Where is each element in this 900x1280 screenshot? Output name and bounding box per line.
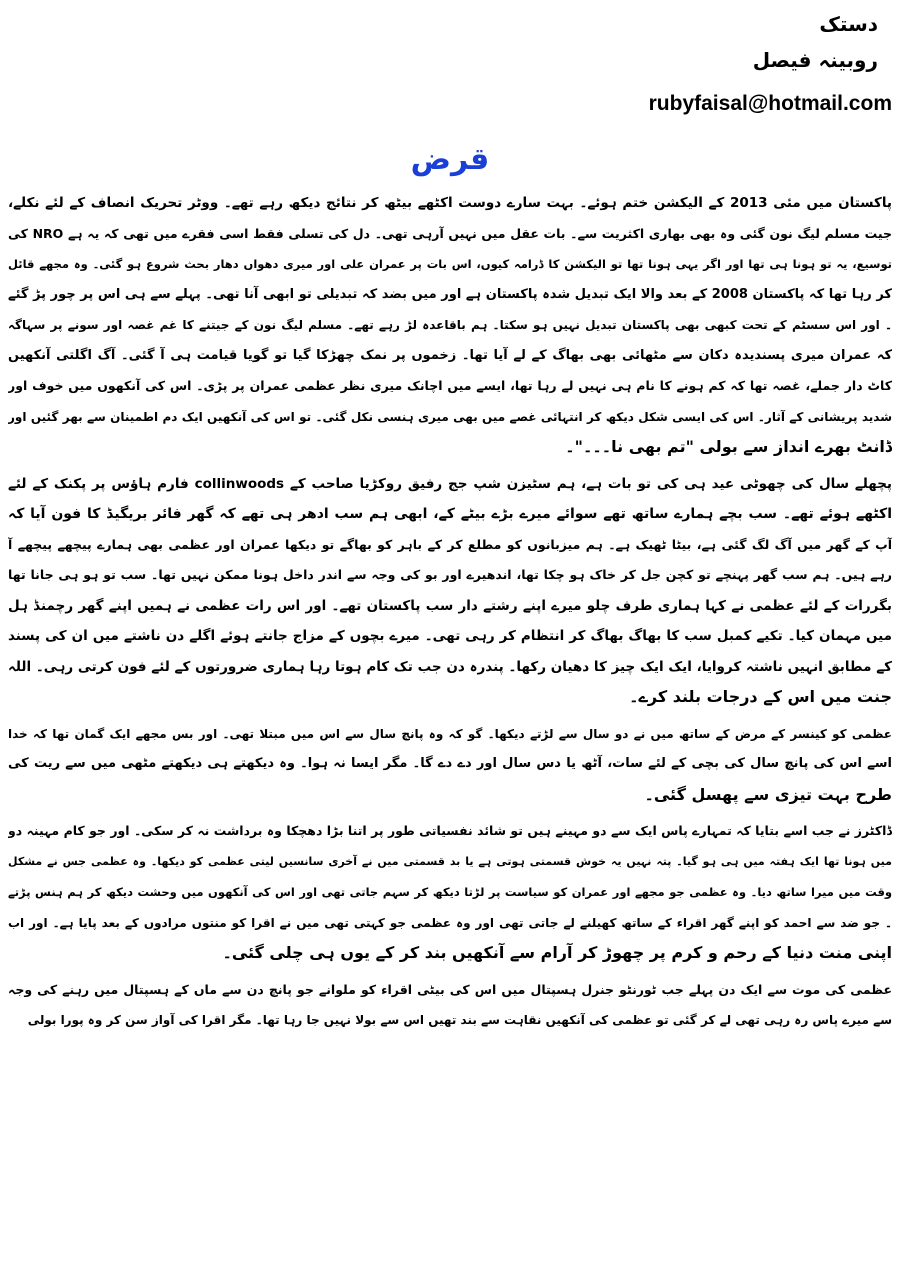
text-line: پچھلے سال کی چھوٹی عید ہی کی تو بات ہے، ہم سٹیزن شپ جج رفیق روکڑیا صاحب کے collinwoods فارم ہاؤس پر پکنک کے لئے	[8, 475, 892, 492]
text-line: آپ کے گھر میں آگ لگ گئی ہے، بیٹا ٹھیک ہے۔ ہم میزبانوں کو مطلع کر کے باہر کو بھاگے تو دیکھا عمران اور عظمی بھی ہمارے پیچھے پیچھے آ	[8, 536, 892, 552]
text-line: میں ہونا تھا ایک ہفتہ میں ہی ہو گیا۔ پتہ نہیں یہ خوش قسمتی ہوتی ہے یا بد قسمتی میں نے آخری سانسیں لیتی عظمی کو دیکھا۔ وہ عظمی جس نے مشکل	[8, 854, 892, 868]
text-line: اپنی منت دنیا کے رحم و کرم پر چھوڑ کر آرام سے آنکھیں بند کر کے یوں ہی چلی گئی۔	[222, 943, 892, 962]
text-line: رہے ہیں۔ ہم سب گھر پہنچے تو کچن جل کر خاک ہو چکا تھا، اندھیرے اور بو کی وجہ سے اندر داخل ہونا ممکن نہیں تھا۔ سب تو ہو ہی جانا تھا	[8, 567, 892, 582]
text-line: ڈاکٹرز نے جب اسے بتایا کہ تمہارے پاس ایک سے دو مہینے ہیں تو شائد نفسیاتی طور پر اتنا بڑا دھچکا وہ برداشت نہ کر سکی۔ اور جو کام مہینہ دو	[8, 823, 892, 838]
text-line: سے میرے پاس رہ رہی تھی لے کر گئی تو عظمی کی آنکھیں نقاہت سے بند تھیں اس سے بولا نہیں جا رہا تھا۔ مگر اقرا کی آواز سن کر وہ پورا بولی	[27, 1013, 892, 1027]
text-line: عظمی کو کینسر کے مرض کے ساتھ میں نے دو سال سے لڑتے دیکھا۔ گو کہ وہ پانچ سال سے اس میں مبتلا تھی۔ اور بس مجھے ایک گمان تھا کہ خدا	[8, 726, 892, 741]
text-line: ۔ جو ضد سے احمد کو اپنے گھر اقراء کے ساتھ کھیلنے لے جاتی تھی اور وہ عظمی جو کہتی تھی میں نے اقرا کو منتوں مرادوں کے بعد پایا ہے۔ اور اب	[8, 915, 892, 930]
column-name: دستک	[819, 12, 878, 36]
author-name: روبینہ فیصل	[752, 48, 878, 72]
text-line: ڈانٹ بھرے انداز سے بولی "تم بھی نا۔۔۔"۔	[565, 437, 892, 456]
text-line: جنت میں اس کے درجات بلند کرے۔	[629, 687, 892, 706]
text-line: اکٹھے ہوئے تھے۔ سب بچے ہمارے ساتھ تھے سوائے میرے بڑے بیٹے کے، ابھی ہم سب ادھر ہی تھے کہ گھر فائر بریگیڈ کا فون آیا کہ	[8, 506, 892, 522]
text-line: کاٹ دار جملے، غصہ تھا کہ کم ہونے کا نام ہی نہیں لے رہا تھا، ایسے میں اچانک میری نظر عظمی عمران پر پڑی۔ اس کی آنکھوں میں خوف اور	[8, 378, 892, 393]
text-line: پاکستان میں مئی 2013 کے الیکشن ختم ہوئے۔ بہت سارے دوست اکٹھے بیٹھ کر نتائج دیکھ رہے تھے۔ ووٹر تحریک انصاف کے لئے نکلے،	[8, 195, 892, 211]
paragraph	[8, 719, 892, 811]
text-line: جیت مسلم لیگ نون گئی وہ بھی بھاری اکثریت سے۔ بات عقل میں نہیں آرہی تھی۔ دل کی تسلی فقط اسی فقرے میں تھی کہ یہ ہے NRO کی	[8, 225, 892, 241]
paragraph	[8, 816, 892, 969]
text-line: طرح بہت تیزی سے پھسل گئی۔	[644, 784, 892, 804]
article-title: قرض	[410, 142, 490, 177]
text-line: بگررات کے لئے عظمی نے کہا ہماری طرف چلو میرے اپنے رشتے دار سب پاکستان تھے۔ اور اس رات عظمی نے ہمیں اپنے گھر رچمنڈ ہل	[8, 597, 892, 614]
text-line: کہ عمران میری پسندیدہ دکان سے مٹھائی بھی بھاگ کے لے آیا تھا۔ زخموں پر نمک چھڑکا گیا تو گویا قیامت ہی آ گئی۔ آگ اگلتی آنکھیں	[8, 347, 892, 363]
author-email: rubyfaisal@hotmail.com	[648, 92, 892, 115]
paragraph	[8, 975, 892, 1036]
text-line: وقت میں میرا ساتھ دیا۔ وہ عظمی جو مجھے اور عمران کو سیاست پر لڑتا دیکھ کر سہم جاتی تھی اور اس کی آنکھوں میں وحشت دیکھ کر ہم ہنس پڑتے	[8, 885, 892, 899]
article-body	[8, 188, 892, 1042]
text-line: ۔ اور اس سسٹم کے تحت کبھی بھی پاکستان تبدیل نہیں ہو سکتا۔ ہم باقاعدہ لڑ رہے تھے۔ مسلم لیگ نون کے جیتنے کا غم غصہ اور سونے پر سہاگہ	[8, 318, 892, 332]
text-line: کر رہا تھا کہ پاکستان 2008 کے بعد والا ایک تبدیل شدہ پاکستان ہے اور میں بضد کہ تبدیلی تو ابھی آنا تھی۔ پہلے سے ہی اس پر چور پڑ گئے	[8, 286, 892, 302]
text-line: کے مطابق انہیں ناشتہ کروایا، ایک ایک چیز کا دھیان رکھا۔ پندرہ دن جب تک کام ہوتا رہا ہماری ضرورتوں کے لئے فون کرتی رہی۔ اللہ	[8, 658, 892, 675]
text-line: عظمی کی موت سے ایک دن پہلے جب ٹورنٹو جنرل ہسپتال میں اس کی بیٹی اقراء کو ملوانے جو پانچ دن سے ماں کے ہسپتال میں رہنے کی وجہ	[8, 981, 892, 997]
text-line: شدید پریشانی کے آثار۔ اس کی ایسی شکل دیکھ کر انتہائی غصے میں بھی میری ہنسی نکل گئی۔ تو اس کی آنکھیں ایک دم اطمینان سے بھر گئیں اور	[8, 409, 892, 424]
text-line: توسیع، یہ تو ہونا ہی تھا اور اگر یہی ہونا تھا تو الیکشن کا ڈرامہ کیوں، اس بات پر عمران علی اور میری دھواں دھار بحث شروع ہو گئی۔ وہ مجھے قائل	[8, 257, 892, 271]
paragraph	[8, 469, 892, 713]
column-header	[753, 6, 878, 78]
text-line: اسے اس کی پانچ سال کی بچی کے لئے سات، آٹھ یا دس سال اور دے دے گا۔ مگر ایسا نہ ہوا۔ وہ دیکھتے ہی دیکھتے مٹھی میں سے ریت کی	[8, 756, 892, 771]
text-line: میں مہمان کیا۔ تکیے کمبل سب کا بھاگ بھاگ کر انتظام کر رہی تھی۔ میرے بچوں کے مزاج جانتے ہوئے اگلے دن ناشتے میں ان کی پسند	[8, 628, 892, 644]
paragraph	[8, 188, 892, 463]
